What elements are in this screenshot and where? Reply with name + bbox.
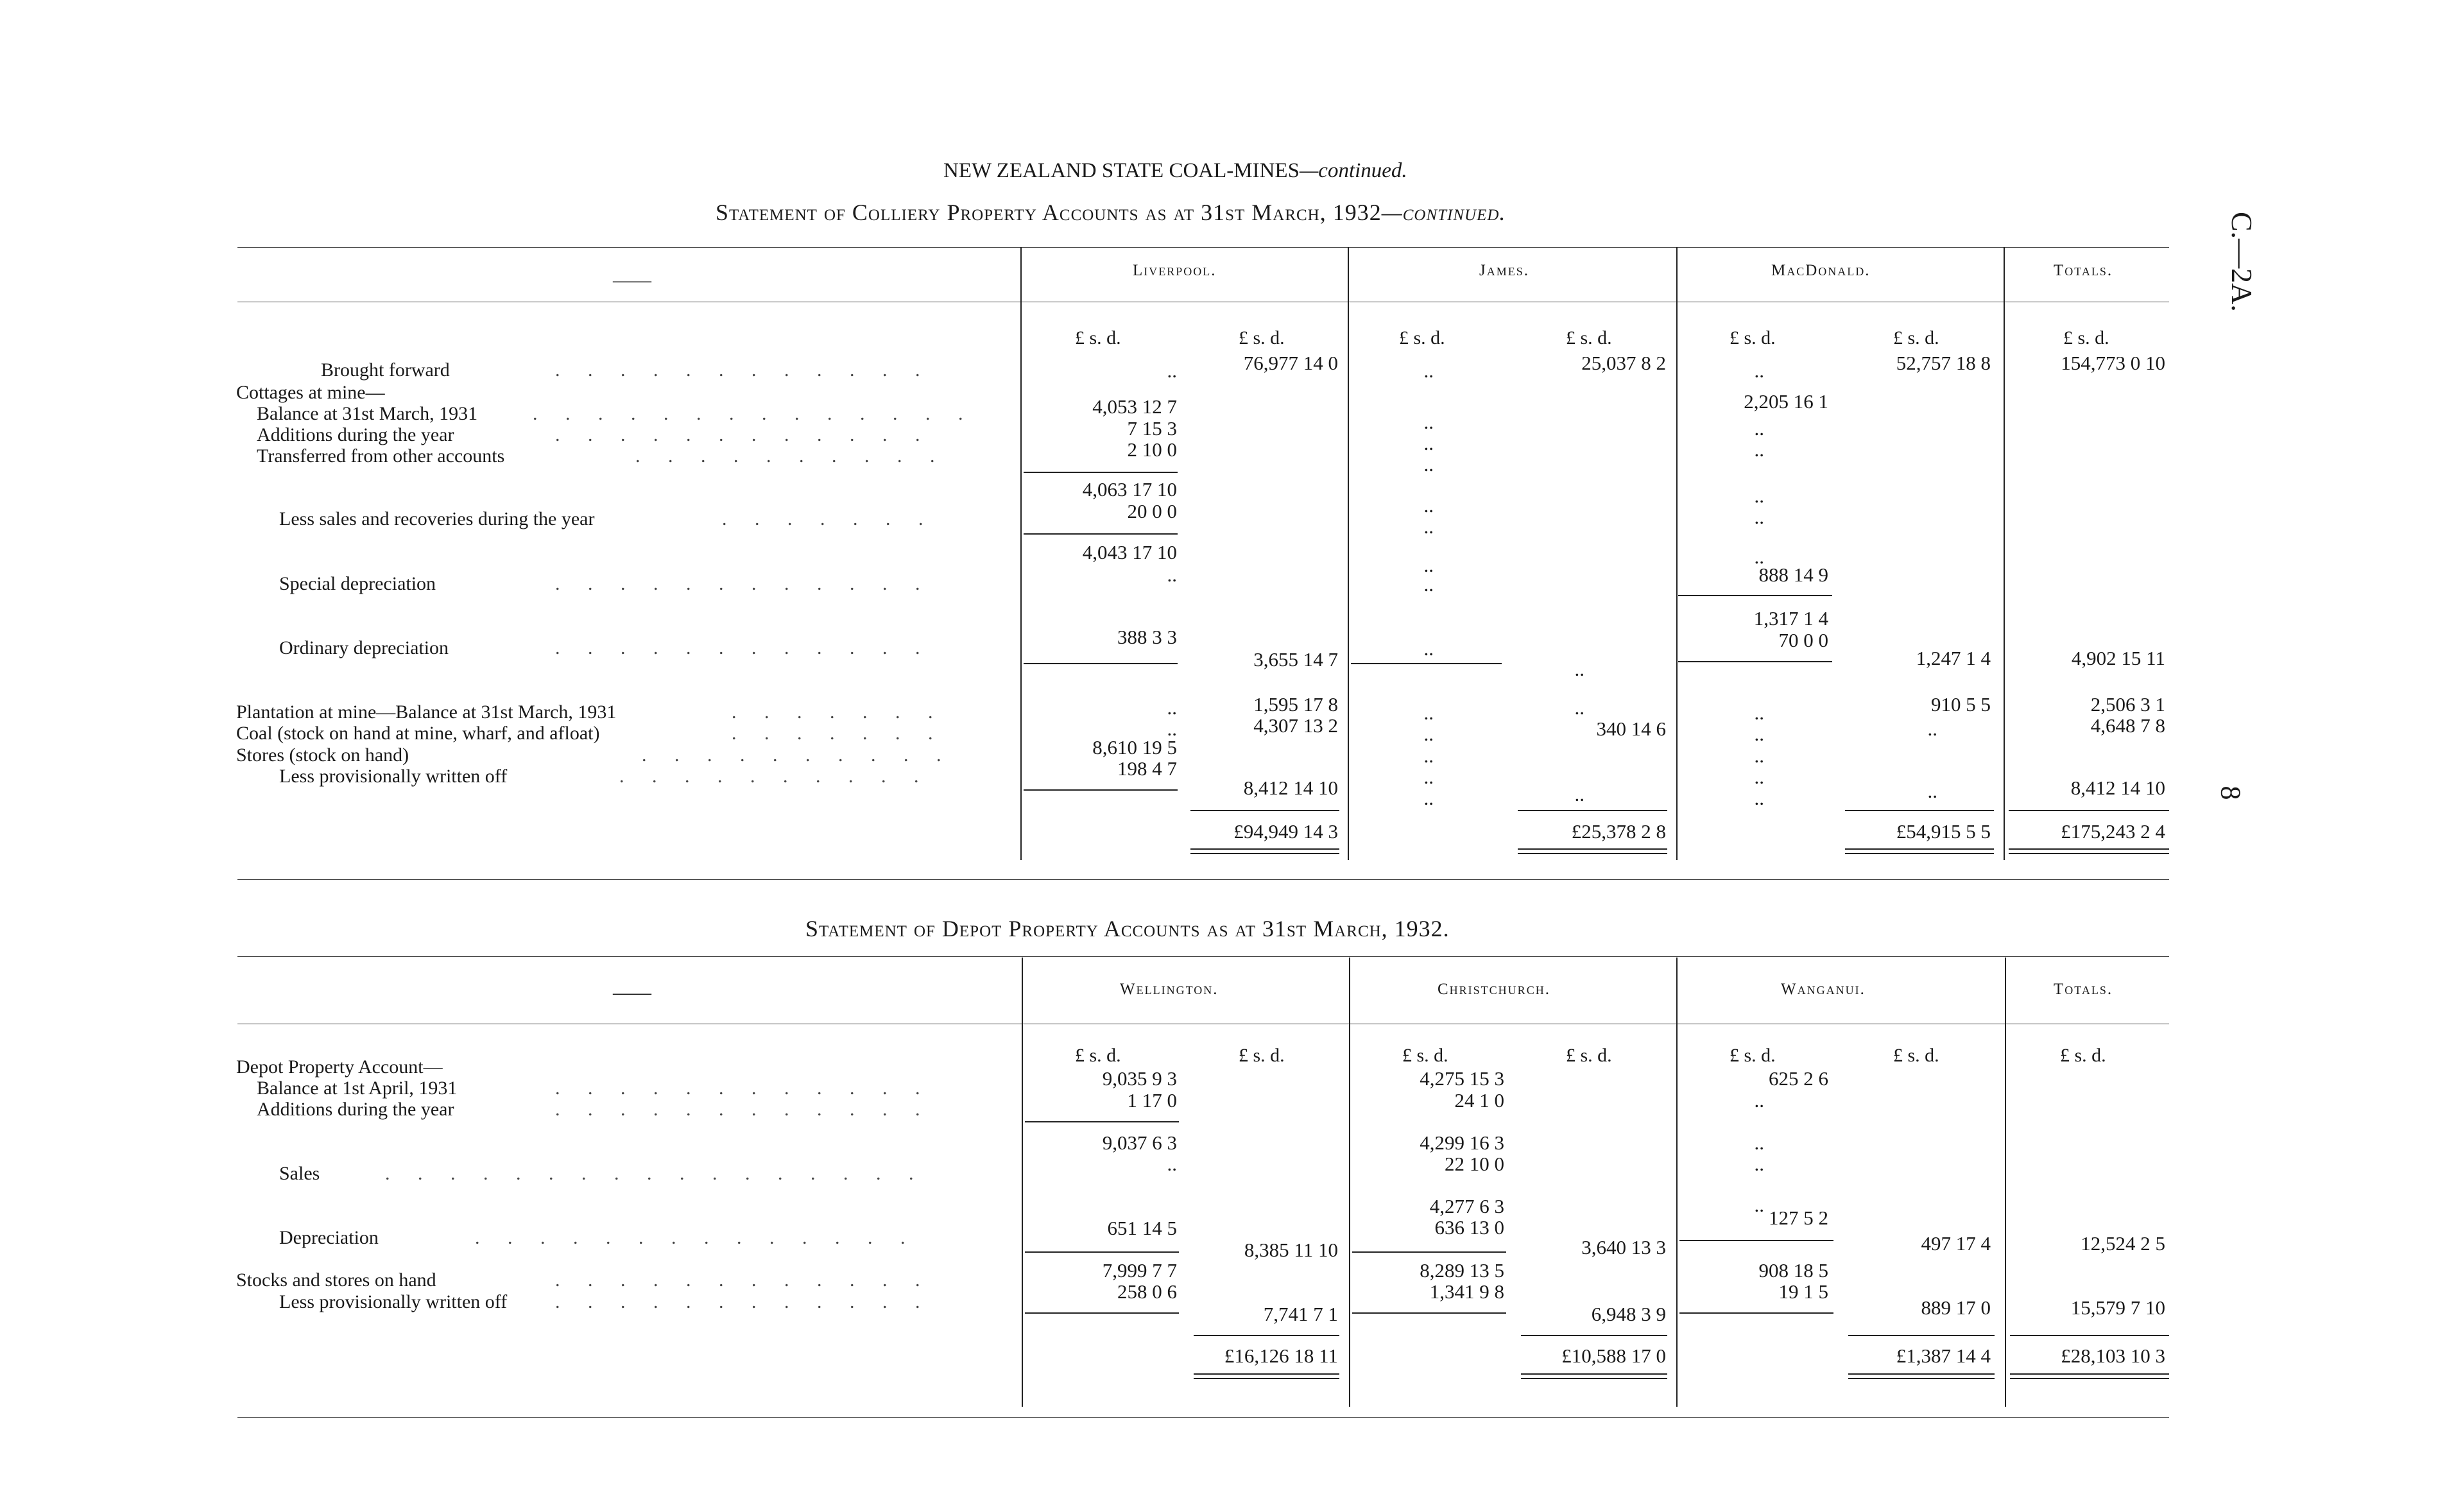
cell: 8,385 11 10 (1244, 1239, 1338, 1261)
cell: £28,103 10 3 (2061, 1344, 2165, 1367)
rule (1025, 1251, 1179, 1253)
colliery-title-cont: —continued. (1381, 200, 1506, 225)
cell: 651 14 5 (1107, 1217, 1177, 1239)
rule (1024, 663, 1178, 664)
rule (1194, 1378, 1339, 1379)
cell: 4,648 7 8 (2090, 714, 2165, 737)
row-label: Additions during the year (257, 424, 454, 445)
col-head-totals: Totals. (2054, 262, 2113, 279)
cell: 4,053 12 7 (1092, 395, 1177, 418)
cell: .. (1927, 780, 1937, 802)
cell: 1,317 1 4 (1753, 607, 1828, 630)
cell: .. (1754, 506, 1764, 528)
cell: 4,307 13 2 (1253, 714, 1338, 737)
cell: .. (1423, 453, 1434, 476)
cell: .. (1754, 1131, 1764, 1154)
leader-dots: . . . . . . . . . . (619, 766, 931, 787)
cell: .. (1754, 787, 1764, 809)
rule (2010, 1378, 2169, 1379)
col-divider (1349, 958, 1350, 1407)
unit-heading: £ s. d. (1239, 327, 1285, 348)
unit-heading: £ s. d. (1893, 327, 1939, 348)
cell: 12,524 2 5 (2081, 1232, 2165, 1255)
cell: £10,588 17 0 (1561, 1344, 1666, 1367)
cell: .. (1574, 783, 1584, 805)
rule (1518, 848, 1667, 850)
leader-dots: . . . . . . . . . . . . (555, 637, 932, 658)
leader-dots: . . . . . . . (732, 701, 945, 723)
leader-dots: . . . . . . . . . . . . (555, 1099, 932, 1120)
cell: 908 18 5 (1758, 1259, 1828, 1282)
rule (1352, 1251, 1506, 1253)
rule (1845, 848, 1994, 850)
cell: 888 14 9 (1758, 563, 1828, 586)
leader-dots: . . . . . . . . . . . . . . . . . (385, 1163, 925, 1184)
side-label: C.—2A. (2226, 212, 2258, 312)
row-label: Brought forward (321, 359, 450, 381)
cell: 8,289 13 5 (1420, 1259, 1504, 1282)
col-head-macdonald: MacDonald. (1771, 262, 1871, 279)
cell: .. (1754, 359, 1764, 382)
rule (1190, 853, 1339, 854)
page-header-text: NEW ZEALAND STATE COAL-MINES (943, 159, 1300, 182)
cell: £175,243 2 4 (2061, 820, 2165, 843)
rule (1194, 1373, 1339, 1375)
cell: .. (1754, 546, 1764, 568)
cell: 1,341 9 8 (1429, 1280, 1504, 1303)
cell: .. (1423, 359, 1434, 382)
cell: 3,655 14 7 (1253, 648, 1338, 671)
cell: 7,999 7 7 (1102, 1259, 1177, 1282)
col-head-wellington: Wellington. (1120, 981, 1219, 998)
rule (1194, 1335, 1339, 1336)
unit-heading: £ s. d. (1239, 1045, 1285, 1066)
rule (1521, 1373, 1667, 1375)
leader-dots: . . . . . . . . . . . . (555, 1078, 932, 1099)
cell: 8,412 14 10 (2070, 777, 2165, 799)
col-head-christchurch: Christchurch. (1438, 981, 1550, 998)
cell: 4,275 15 3 (1420, 1067, 1504, 1090)
cell: 7,741 7 1 (1263, 1303, 1338, 1325)
cell: 3,640 13 3 (1581, 1236, 1666, 1259)
rule (1190, 810, 1339, 811)
cell: .. (1754, 1194, 1764, 1216)
cell: .. (1423, 515, 1434, 538)
leader-dots: . . . . . . . . . . . . (555, 359, 932, 381)
rule (1518, 810, 1667, 811)
cell: 2,205 16 1 (1744, 390, 1828, 413)
cell: .. (1754, 485, 1764, 507)
leader-dots: . . . . . . . . . . (642, 744, 953, 766)
cell: .. (1754, 417, 1764, 440)
cell: 198 4 7 (1117, 757, 1177, 780)
cell: .. (1423, 573, 1434, 596)
cell: 52,757 18 8 (1896, 352, 1991, 374)
cell: .. (1423, 637, 1434, 660)
cell: .. (1754, 701, 1764, 724)
rule (2010, 1373, 2169, 1375)
unit-heading: £ s. d. (1893, 1045, 1939, 1066)
unit-heading: £ s. d. (1566, 327, 1612, 348)
col-divider (1348, 247, 1349, 860)
rule (2010, 1335, 2169, 1336)
unit-heading: £ s. d. (1075, 1045, 1121, 1066)
cell: .. (1423, 411, 1434, 433)
cell: 258 0 6 (1117, 1280, 1177, 1303)
cell: 8,610 19 5 (1092, 736, 1177, 759)
cell: £1,387 14 4 (1896, 1344, 1991, 1367)
unit-heading: £ s. d. (1075, 327, 1121, 348)
cell: 4,299 16 3 (1420, 1131, 1504, 1154)
cell: 6,948 3 9 (1591, 1303, 1666, 1325)
cell: .. (1167, 696, 1177, 719)
cell: 1,247 1 4 (1916, 647, 1991, 669)
cell: .. (1754, 1089, 1764, 1112)
col-divider (1020, 247, 1022, 860)
rule (1845, 853, 1994, 854)
rule (2009, 848, 2169, 850)
col-divider (2004, 247, 2005, 860)
stub-dash: —— (613, 270, 651, 291)
col-divider (1676, 958, 1678, 1407)
cell: .. (1423, 554, 1434, 576)
cell: .. (1423, 787, 1434, 809)
row-label: Stores (stock on hand) (236, 744, 409, 766)
row-label: Less provisionally written off (279, 766, 508, 787)
rule (1678, 661, 1832, 662)
row-label: Transferred from other accounts (257, 445, 505, 467)
row-label: Cottages at mine— (236, 382, 385, 403)
cell: 22 10 0 (1445, 1153, 1504, 1175)
cell: 636 13 0 (1434, 1216, 1504, 1239)
cell: 4,277 6 3 (1429, 1195, 1504, 1217)
rule (1518, 853, 1667, 854)
cell: 910 5 5 (1931, 693, 1991, 716)
depot-top-rule (237, 956, 2169, 957)
depot-title: Statement of Depot Property Accounts as at 31st March, 1932. (805, 916, 1450, 941)
cell: 1,595 17 8 (1253, 693, 1338, 716)
cell: .. (1754, 744, 1764, 767)
cell: .. (1423, 766, 1434, 788)
row-label: Special depreciation (279, 573, 436, 594)
cell: .. (1754, 723, 1764, 745)
cell: .. (1423, 744, 1434, 767)
leader-dots: . . . . . . . . . . . . . . (533, 403, 975, 424)
cell: .. (1423, 723, 1434, 745)
colliery-title (716, 199, 1506, 226)
row-label: Sales (279, 1163, 320, 1184)
rule (1024, 533, 1178, 535)
leader-dots: . . . . . . . (722, 508, 935, 529)
rule (1024, 789, 1178, 791)
cell: .. (1423, 432, 1434, 454)
colliery-title-text: Statement of Colliery Property Accounts as at 31st March, 1932 (716, 200, 1382, 225)
unit-heading: £ s. d. (2063, 327, 2109, 348)
cell: 340 14 6 (1596, 717, 1666, 740)
rule (1848, 1378, 1995, 1379)
cell: 497 17 4 (1921, 1232, 1991, 1255)
page-header (943, 159, 1407, 183)
row-label: Plantation at mine—Balance at 31st March, 1931 (236, 701, 617, 723)
rule (1025, 1121, 1179, 1122)
cell: 625 2 6 (1769, 1067, 1828, 1090)
page-number: 8 (2215, 786, 2247, 800)
cell: 7 15 3 (1127, 417, 1177, 440)
cell: £54,915 5 5 (1896, 820, 1991, 843)
cell: 2 10 0 (1127, 438, 1177, 461)
cell: 4,043 17 10 (1082, 541, 1177, 563)
row-label: Ordinary depreciation (279, 637, 449, 658)
cell: .. (1574, 658, 1584, 680)
row-label: Balance at 31st March, 1931 (257, 403, 478, 424)
unit-heading: £ s. d. (1399, 327, 1445, 348)
colliery-top-rule (237, 247, 2169, 248)
cell: 2,506 3 1 (2090, 693, 2165, 716)
row-label: Less provisionally written off (279, 1291, 508, 1312)
unit-heading: £ s. d. (1402, 1045, 1448, 1066)
rule (1521, 1378, 1667, 1379)
page-header-cont: —continued. (1299, 159, 1407, 182)
cell: 388 3 3 (1117, 626, 1177, 648)
cell: .. (1167, 1153, 1177, 1175)
cell: 24 1 0 (1454, 1089, 1504, 1112)
leader-dots: . . . . . . . . . . . . (555, 1291, 932, 1312)
row-label: Depreciation (279, 1227, 379, 1248)
rule (1679, 1240, 1833, 1241)
cell: 76,977 14 0 (1243, 352, 1338, 374)
col-head-totals: Totals. (2054, 981, 2113, 998)
cell: .. (1927, 717, 1937, 740)
cell: .. (1423, 701, 1434, 724)
cell: .. (1167, 563, 1177, 586)
rule (1190, 848, 1339, 850)
col-divider (2005, 958, 2006, 1407)
cell: £94,949 14 3 (1233, 820, 1338, 843)
leader-dots: . . . . . . . (732, 723, 945, 744)
cell: 15,579 7 10 (2070, 1296, 2165, 1319)
cell: £16,126 18 11 (1224, 1344, 1338, 1367)
rule (1848, 1335, 1995, 1336)
cell: 1 17 0 (1127, 1089, 1177, 1112)
leader-dots: . . . . . . . . . . . . (555, 573, 932, 594)
stub-dash: —— (613, 982, 651, 1003)
cell: 889 17 0 (1921, 1296, 1991, 1319)
cell: .. (1754, 766, 1764, 788)
cell: 9,035 9 3 (1102, 1067, 1177, 1090)
colliery-bottom-rule (237, 879, 2169, 880)
col-head-liverpool: Liverpool. (1133, 262, 1217, 279)
leader-dots: . . . . . . . . . . . . (555, 1269, 932, 1291)
cell: 8,412 14 10 (1243, 777, 1338, 799)
unit-heading: £ s. d. (1730, 327, 1776, 348)
depot-bottom-rule (237, 1417, 2169, 1418)
leader-dots: . . . . . . . . . . (635, 445, 947, 467)
rule (1848, 1373, 1995, 1375)
rule (1679, 1312, 1833, 1314)
rule (1845, 810, 1994, 811)
rule (2009, 853, 2169, 854)
row-label: Stocks and stores on hand (236, 1269, 436, 1291)
rule (1352, 1312, 1506, 1314)
row-label: Depot Property Account— (236, 1056, 443, 1078)
cell: .. (1754, 1153, 1764, 1175)
rule (1521, 1335, 1667, 1336)
row-label: Less sales and recoveries during the year (279, 508, 595, 529)
cell: .. (1167, 359, 1177, 382)
row-label: Additions during the year (257, 1099, 454, 1120)
cell: 154,773 0 10 (2061, 352, 2165, 374)
rule (1351, 663, 1502, 664)
row-label: Balance at 1st April, 1931 (257, 1078, 458, 1099)
cell: .. (1754, 438, 1764, 461)
cell: .. (1574, 696, 1584, 719)
cell: 19 1 5 (1778, 1280, 1828, 1303)
rule (1025, 1312, 1179, 1314)
leader-dots: . . . . . . . . . . . . . . (475, 1227, 917, 1248)
cell: 70 0 0 (1778, 629, 1828, 651)
cell: 25,037 8 2 (1581, 352, 1666, 374)
unit-heading: £ s. d. (1566, 1045, 1612, 1066)
cell: .. (1423, 494, 1434, 517)
cell: 4,902 15 11 (2071, 647, 2165, 669)
cell: .. (1167, 717, 1177, 740)
cell: £25,378 2 8 (1571, 820, 1666, 843)
rule (1678, 595, 1832, 596)
col-head-james: James. (1479, 262, 1529, 279)
unit-heading: £ s. d. (1730, 1045, 1776, 1066)
cell: 127 5 2 (1769, 1207, 1828, 1229)
row-label: Coal (stock on hand at mine, wharf, and afloat) (236, 723, 600, 744)
col-divider (1022, 958, 1023, 1407)
rule (1024, 472, 1178, 473)
cell: 4,063 17 10 (1082, 478, 1177, 501)
rule (2009, 810, 2169, 811)
cell: 9,037 6 3 (1102, 1131, 1177, 1154)
cell: 20 0 0 (1127, 500, 1177, 522)
col-divider (1676, 247, 1678, 860)
unit-heading: £ s. d. (2060, 1045, 2106, 1066)
col-head-wanganui: Wanganui. (1781, 981, 1866, 998)
leader-dots: . . . . . . . . . . . . (555, 424, 932, 445)
